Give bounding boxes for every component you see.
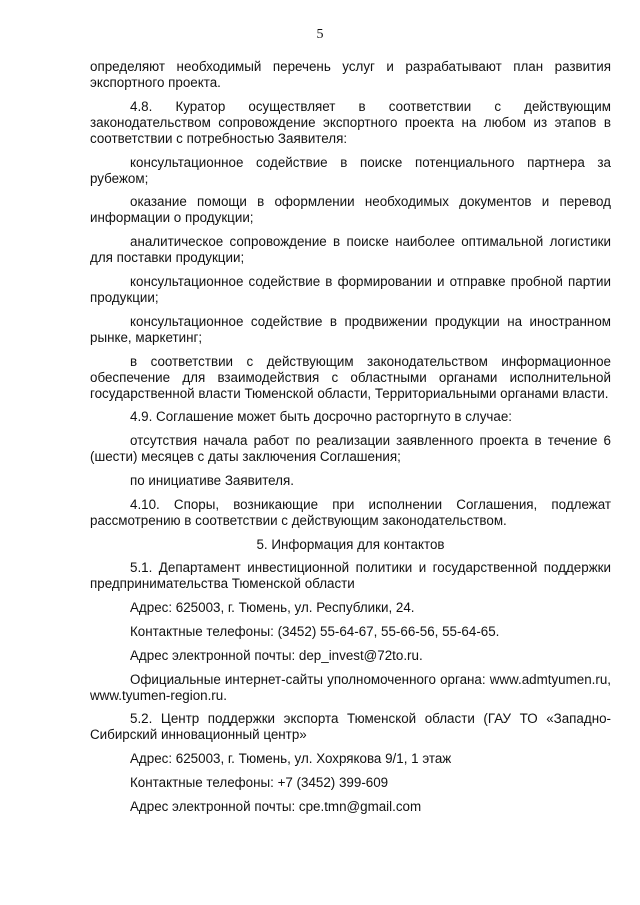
- clause-4-10: 4.10. Споры, возникающие при исполнении Соглашения, подлежат рассмотрению в соответствии с действующим законодательством.: [90, 496, 611, 528]
- websites-5-1: Официальные интернет-сайты уполномоченного органа: www.admtyumen.ru, www.tyumen-region.ru.: [90, 671, 611, 703]
- section-5-heading: 5. Информация для контактов: [256, 536, 445, 552]
- clause-5-2: 5.2. Центр поддержки экспорта Тюменской области (ГАУ ТО «Западно-Сибирский инновационный центр»: [90, 711, 611, 743]
- list-item-partner-search: консультационное содействие в поиске потенциального партнера за рубежом;: [90, 154, 611, 186]
- list-item-applicant-initiative: по инициативе Заявителя.: [130, 472, 294, 488]
- phones-5-2: Контактные телефоны: +7 (3452) 399-609: [130, 774, 389, 790]
- address-5-2: Адрес: 625003, г. Тюмень, ул. Хохрякова 9/1, 1 этаж: [130, 751, 452, 767]
- email-5-1: Адрес электронной почты: dep_invest@72to.ru.: [130, 647, 423, 663]
- address-5-1: Адрес: 625003, г. Тюмень, ул. Республики, 24.: [130, 600, 415, 616]
- document-body: [90, 59, 611, 823]
- page-number: 5: [316, 27, 324, 42]
- email-5-2: Адрес электронной почты: cpe.tmn@gmail.com: [130, 798, 422, 814]
- paragraph-continuation: определяют необходимый перечень услуг и разрабатывают план развития экспортного проекта.: [90, 59, 611, 90]
- list-item-information-support: в соответствии с действующим законодательством информационное обеспечение для взаимодействия с областными органами исполнительной государственной власти Тюменской области, Территориальными органами власти.: [90, 353, 611, 401]
- phones-5-1: Контактные телефоны: (3452) 55-64-67, 55-66-56, 55-64-65.: [130, 623, 500, 639]
- clause-4-8: 4.8. Куратор осуществляет в соответствии с действующим законодательством сопровождение экспортного проекта на любом из этапов в соответствии с потребностью Заявителя:: [90, 98, 611, 146]
- list-item-no-work-started: отсутствия начала работ по реализации заявленного проекта в течение 6 (шести) месяцев с даты заключения Соглашения;: [90, 433, 611, 465]
- clause-4-9: 4.9. Соглашение может быть досрочно расторгнуто в случае:: [130, 409, 513, 425]
- list-item-logistics: аналитическое сопровождение в поиске наиболее оптимальной логистики для поставки продукции;: [90, 234, 611, 266]
- list-item-documents: оказание помощи в оформлении необходимых документов и перевод информации о продукции;: [90, 194, 611, 226]
- clause-5-1: 5.1. Департамент инвестиционной политики и государственной поддержки предпринимательства Тюменской области: [90, 560, 611, 592]
- list-item-trial-batch: консультационное содействие в формировании и отправке пробной партии продукции;: [90, 273, 611, 305]
- list-item-marketing: консультационное содействие в продвижении продукции на иностранном рынке, маркетинг;: [90, 313, 611, 345]
